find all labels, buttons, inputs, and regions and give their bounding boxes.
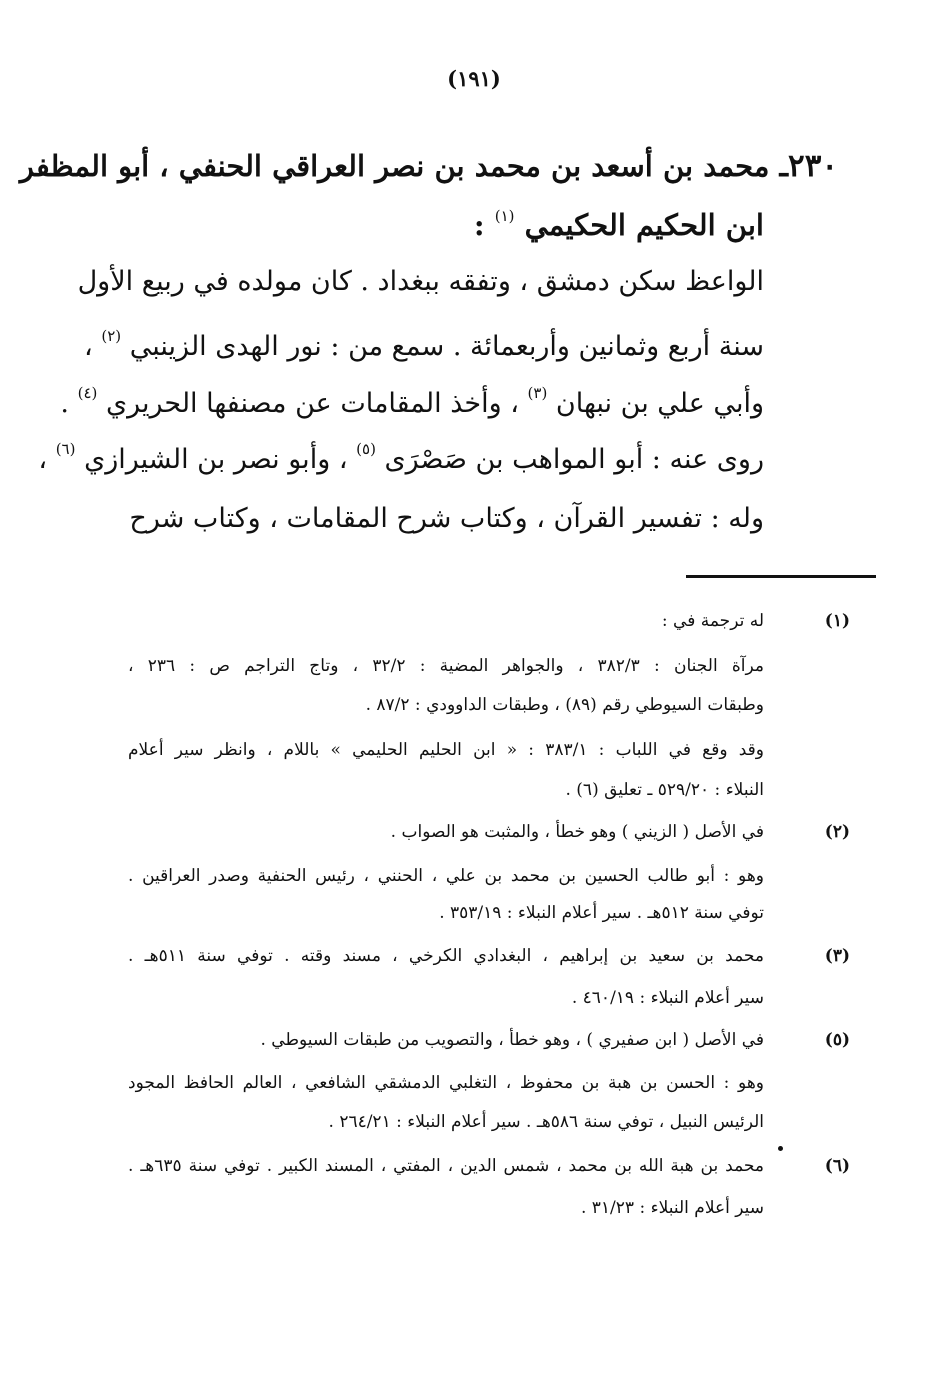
footnote-number: (٣) [824,946,850,966]
footnote-line: محمد بن هبة الله بن محمد ، شمس الدين ، المفتي ، المسند الكبير . توفي سنة ٦٣٥هـ . [128,1156,764,1176]
footnote-line: النبلاء : ٥٢٩/٢٠ ـ تعليق (٦) . [565,780,764,800]
footnote-ref: (١) [494,207,515,225]
footnote-line: له ترجمة في : [661,611,764,631]
body-punct: . [60,388,69,419]
footnote-ref: (٣) [527,384,548,402]
footnote-line: توفي سنة ٥١٢هـ . سير أعلام النبلاء : ٣٥٣/١٩ . [439,903,764,923]
entry-heading-line2: ابن الحكيم الحكيمي [524,208,764,242]
footnote-line: في الأصل ( الزيني ) وهو خطأ ، والمثبت هو الصواب . [390,822,764,842]
entry-number: ٢٣٠ [788,148,838,184]
footnote-ref: (٢) [101,327,122,345]
footnote-number: (١) [824,611,850,631]
body-line [60,384,764,419]
footnote-line: سير أعلام النبلاء : ٣١/٢٣ . [580,1198,764,1218]
entry-dash: ـ [779,149,789,183]
body-punct: ، [84,331,93,362]
footnote-line: الرئيس النبيل ، توفي سنة ٥٨٦هـ . سير أعلام النبلاء : ٢٦٤/٢١ . [328,1112,764,1132]
body-line [38,440,764,475]
entry-heading-continued [118,208,764,242]
footnote-line: سير أعلام النبلاء : ٤٦٠/١٩ . [571,988,764,1008]
footnote-divider [686,575,876,578]
body-text: ، وأبو نصر بن الشيرازي [84,444,348,475]
entry-heading [19,148,838,184]
footnote-number: (٦) [824,1156,850,1176]
body-text: وأبي علي بن نبهان [555,388,764,419]
body-line: وله : تفسير القرآن ، وكتاب شرح المقامات ، وكتاب شرح [129,503,764,534]
print-speck [778,1146,783,1151]
heading-colon: : [473,208,485,242]
footnote-line: في الأصل ( ابن صفيري ) ، وهو خطأ ، والتصويب من طبقات السيوطي . [260,1030,764,1050]
footnote-ref: (٦) [55,440,76,458]
footnote-line: وهو : أبو طالب الحسين بن محمد بن علي ، الحنني ، رئيس الحنفية وصدر العراقين . [128,866,764,886]
entry-heading-line1: محمد بن أسعد بن محمد بن نصر العراقي الحنفي ، أبو المظفر [19,149,770,183]
footnote-line: وطبقات السيوطي رقم (٨٩) ، وطبقات الداوودي : ٨٧/٢ . [365,695,764,715]
footnote-ref: (٤) [77,384,98,402]
footnote-line: محمد بن سعيد بن إبراهيم ، البغدادي الكرخي ، مسند وقته . توفي سنة ٥١١هـ . [128,946,764,966]
footnote-number: (٥) [824,1030,850,1050]
footnote-line: وقد وقع في اللباب : ٣٨٣/١ : « ابن الحليم الحليمي » باللام ، وانظر سير أعلام [128,740,764,760]
footnote-ref: (٥) [356,440,376,458]
footnote-number: (٢) [824,822,850,842]
body-line: الواعظ سكن دمشق ، وتفقه ببغداد . كان مولده في ربيع الأول [77,266,764,297]
footnote-line: مرآة الجنان : ٣٨٢/٣ ، والجواهر المضية : ٣٢/٢ ، وتاج التراجم ص : ٢٣٦ ، [128,656,765,676]
body-text: ، وأخذ المقامات عن مصنفها الحريري [105,388,519,419]
footnote-line: وهو : الحسن بن هبة بن محفوظ ، التغلبي الدمشقي الشافعي ، العالم الحافظ المجود [128,1073,764,1093]
body-punct: ، [38,444,48,475]
body-text: سنة أربع وثمانين وأربعمائة . سمع من : نور الهدى الزينبي [129,331,764,362]
body-line [84,327,764,362]
page-number: (١٩١) [447,66,501,91]
body-text: روى عنه : أبو المواهب بن صَصْرَى [384,444,764,475]
